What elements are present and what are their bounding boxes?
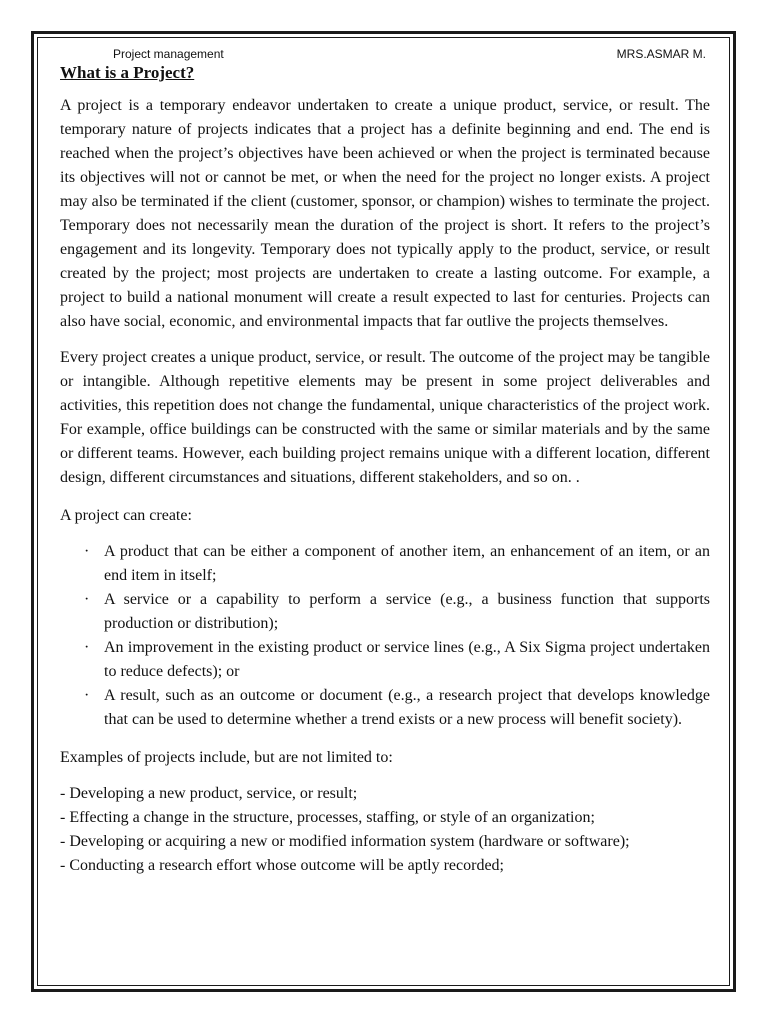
header-author: MRS.ASMAR M.	[616, 47, 706, 61]
example-item: - Effecting a change in the structure, processes, staffing, or style of an organization;	[60, 809, 595, 826]
example-item: - Developing a new product, service, or result;	[60, 785, 358, 802]
bullet-dot: ·	[84, 591, 90, 608]
bullet-text: A result, such as an outcome or document (e.g., a research project that develops knowledge that can be used to determine whether a trend exists or a new process will benefit society).	[104, 687, 710, 728]
bullet-list	[60, 540, 710, 732]
bullet-dot: ·	[84, 639, 90, 656]
document-body	[60, 60, 710, 878]
page-title: What is a Project?	[60, 63, 195, 82]
can-create-intro: A project can create:	[60, 507, 192, 524]
paragraph-uniqueness: Every project creates a unique product, service, or result. The outcome of the project may be tangible or intangible. Although repetitive elements may be present in some project deliverables and activities, this repetition does not change the fundamental, unique characteristics of the project work. For example, office buildings can be constructed with the same or similar materials and by the same or different teams. However, each building project remains unique with a different location, different design, different circumstances and situations, different stakeholders, and so on. .	[60, 349, 710, 486]
bullet-item	[60, 684, 710, 732]
bullet-text: A service or a capability to perform a service (e.g., a business function that supports production or distribution);	[104, 591, 710, 632]
bullet-dot: ·	[84, 543, 90, 560]
bullet-item	[60, 540, 710, 588]
paragraph-definition: A project is a temporary endeavor undertaken to create a unique product, service, or result. The temporary nature of projects indicates that a project has a definite beginning and end. The end is reached when the project’s objectives have been achieved or when the project is terminated because its objectives will not or cannot be met, or when the need for the project no longer exists. A project may also be terminated if the client (customer, sponsor, or champion) wishes to terminate the project. Temporary does not necessarily mean the duration of the project is short. It refers to the project’s engagement and its longevity. Temporary does not typically apply to the product, service, or result created by the project; most projects are undertaken to create a lasting outcome. For example, a project to build a national monument will create a result expected to last for centuries. Projects can also have social, economic, and environmental impacts that far outlive the projects themselves.	[60, 97, 710, 330]
examples-list	[60, 782, 710, 878]
header-course-title: Project management	[113, 47, 224, 61]
example-item: - Conducting a research effort whose outcome will be aptly recorded;	[60, 857, 504, 874]
examples-intro: Examples of projects include, but are not limited to:	[60, 749, 393, 766]
bullet-item	[60, 588, 710, 636]
bullet-text: A product that can be either a component of another item, an enhancement of an item, or an end item in itself;	[104, 543, 710, 584]
bullet-item	[60, 636, 710, 684]
bullet-dot: ·	[84, 687, 90, 704]
example-item: - Developing or acquiring a new or modified information system (hardware or software);	[60, 833, 630, 850]
bullet-text: An improvement in the existing product or service lines (e.g., A Six Sigma project undertaken to reduce defects); or	[104, 639, 710, 680]
